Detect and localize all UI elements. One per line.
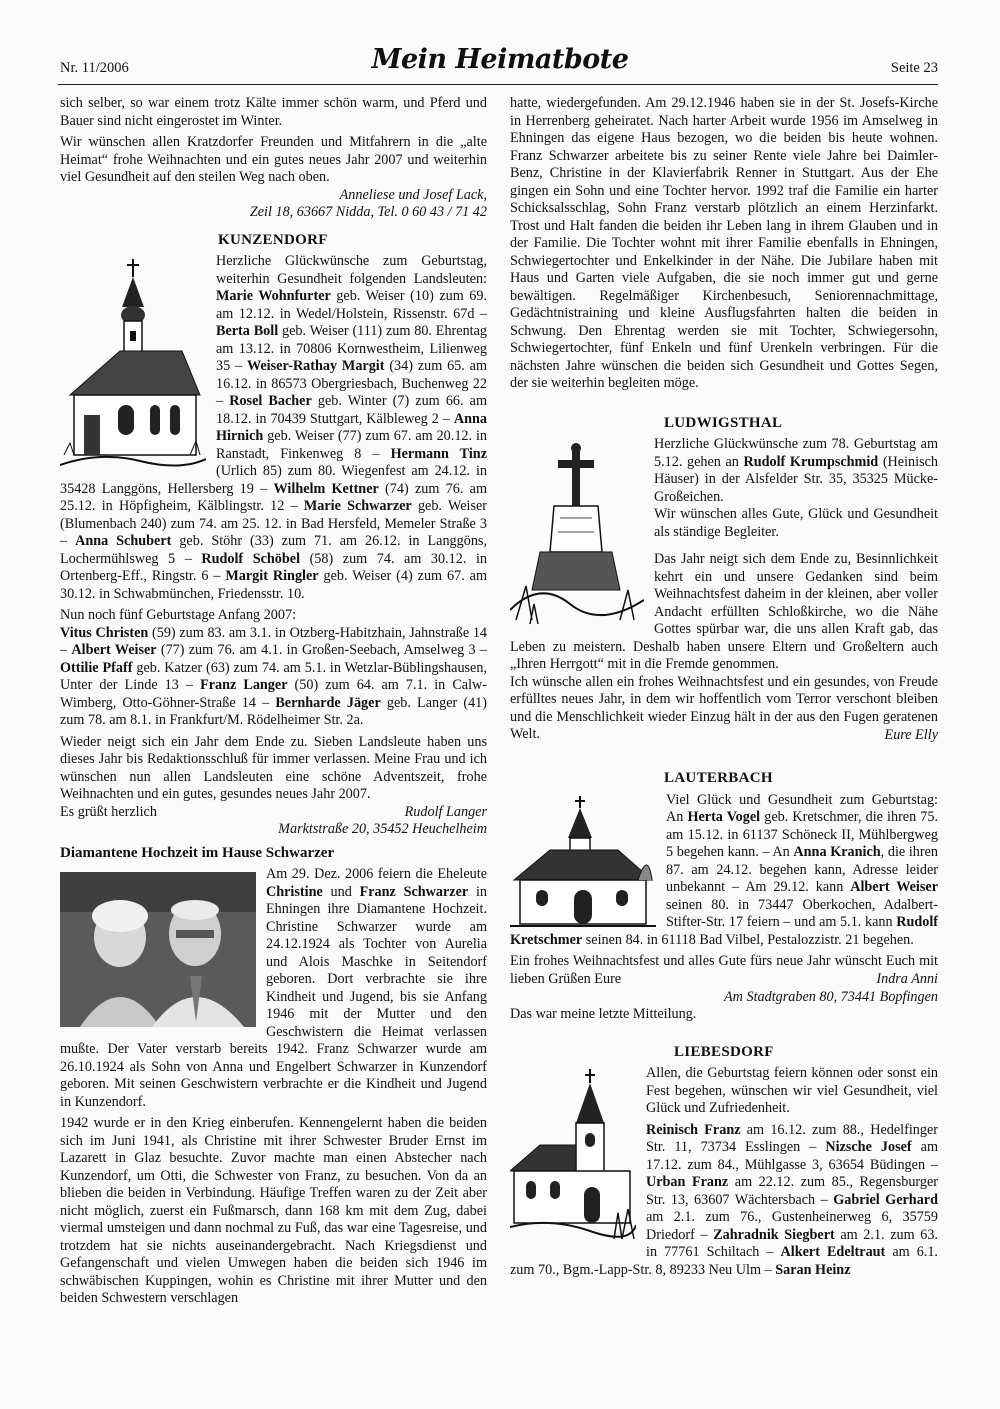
text-segment: Am 29. Dez. 2006 feiern die Eheleute — [266, 866, 487, 882]
liebesdorf-intro: Allen, die Geburtstag feiern können oder sonst ein Fest begehen, wünschen wir viel Gesundheit, viel Glück und Zufriedenheit. — [646, 1065, 938, 1116]
text-segment: (74) zum 76. am 25.12. in Höpfigheim, Kälblingstr. 12 – — [60, 480, 487, 514]
person-name: Anna Kranich — [793, 844, 881, 860]
lauterbach-title: LAUTERBACH — [664, 770, 773, 786]
text-segment: Herzliche Glückwünsche zum Geburtstag, weiterhin Gesundheit folgenden Landsleuten: — [216, 253, 487, 287]
hochzeit-title: Diamantene Hochzeit im Hause Schwarzer — [60, 844, 335, 861]
hochzeit-continuation: hatte, wiedergefunden. Am 29.12.1946 haben sie in der St. Josefs-Kirche in Herrenberg geheiratet. Nach harter Arbeit wurde 1956 im Amselweg in Ehningen das eigene Haus bezogen, wo die beiden bis heute wohnen. Franz Schwarzer arbeitete bis zu seiner Rente viele Jahre bei Daimler-Benz, Christine in der Klavierfabrik Renner in Stuttgart. Aus der Ehe gingen ein Sohn und eine Tochter hervor. 1992 traf die Familie ein harter Schicksalsschlag, Sohn Franz verstarb plötzlich an einem Herzinfarkt. Trost und Halt fanden die beiden ihr Leben lang in ihrem Glauben und in der Familie. Die Tochter wohnt mit ihrer Familie ebenfalls in Ehningen, Schwiegertochter und Enkelkinder in der Nähe. Die Jubilare haben mit Haus und Garten viele Aufgaben, die sie noch immer gut und gerne bewältigen. Regelmäßiger Kirchenbesuch, Seniorennachmittage, Gedächtnistraining und kleine Ausflugsfahrten halten die beiden in Schwung. Den Ehrentag werden sie mit Tochter, Schwiegersohn, Schwiegertochter, fünf Enkeln und fünf Urenkeln verbringen. Für die nächsten Jahre wünschen die beiden sich Gesundheit und Gottes Segen, der sie weiterhin begleiten möge. — [510, 95, 938, 391]
chapel-icon — [510, 794, 656, 930]
text-segment: seinen 84. in 61118 Bad Vilbel, Pestalozzistr. 21 begehen. — [582, 931, 914, 948]
cross-illustration-ludwigsthal — [510, 440, 644, 626]
person-name: Albert Weiser — [850, 879, 938, 895]
person-name: Franz Langer — [200, 677, 288, 693]
text-segment: (59) zum 83. am 3.1. in Otzberg-Habitzhain, Jahnstraße 14 – — [60, 624, 488, 658]
person-name: Berta Boll — [216, 323, 279, 339]
text-segment: am 6.1. zum 70., Bgm.-Lapp-Str. 8, 89233 Neu Ulm – — [510, 1244, 938, 1278]
greeting: Es grüßt herzlich — [60, 803, 157, 820]
person-name: Nizsche Josef — [825, 1139, 912, 1155]
masthead-logo: Mein Heimatbote — [371, 44, 629, 75]
kunzendorf-closing: Wieder neigt sich ein Jahr dem Ende zu. Sieben Landsleute haben uns dieses Jahr bis Redaktionsschluß für immer verlassen. Meine Frau und ich wünschen nun allen Landsleuten eine schöne Adventszeit, frohe Weihnachten und ein gutes, gesundes neues Jahr 2007. — [60, 733, 487, 802]
intro-signature-address: Zeil 18, 63667 Nidda, Tel. 0 60 43 / 71 42 — [249, 204, 487, 220]
person-name: Alkert Edeltraut — [780, 1244, 886, 1260]
text-segment: geb. Katzer (63) zum 74. am 5.1. in Wetzlar-Büblingshausen, Unter der Linde 13 – — [60, 659, 487, 693]
lauterbach-signature-address: Am Stadtgraben 80, 73441 Bopfingen — [724, 988, 938, 1005]
lauterbach-signature-name: Indra Anni — [876, 971, 938, 987]
kunzendorf-2007-intro: Nun noch fünf Geburtstage Anfang 2007: — [60, 607, 297, 623]
text-segment: und — [322, 883, 360, 900]
text-segment: (50) zum 64. am 7.1. in Calw-Wimberg, Otto-Göhner-Straße 14 – — [60, 677, 487, 711]
ludwigsthal-paragraph-4: Ich wünsche allen ein frohes Weihnachtsfest und ein gesundes, von Freude erfülltes neues Jahr, in dem wir hoffentlich vom Terror verschont bleiben und die Menschlichkeit wieder Einzug hält in der aus den Fugen geratenen Welt. — [510, 673, 938, 742]
kunzendorf-signature-name: Rudolf Langer — [404, 803, 487, 820]
couple-photo-image — [60, 872, 256, 1027]
chapel-illustration-lauterbach — [510, 794, 656, 930]
text-segment: geb. Winter (7) zum 66. am 18.12. in 70439 Stuttgart, Kälbleweg 2 – — [216, 393, 487, 427]
person-name: Weiser-Rathay Margit — [246, 358, 385, 374]
intro-signature-name: Anneliese und Josef Lack, — [339, 186, 487, 203]
kunzendorf-title: KUNZENDORF — [218, 231, 328, 248]
ludwigsthal-paragraph-3: Das Jahr neigt sich dem Ende zu, Besinnlichkeit kehrt ein und unsere Gedanken sind beim Weihnachtsfest daheim in der kleinen, aber voller Andacht erfüllten Schloßkirche, wo die Nähe Gottes spürbar war, die uns allen Kraft gab, das Leben zu meistern. Deshalb haben unsere Eltern und Großeltern auch „Ihren Herrgott“ mit in die Fremde genommen. — [510, 551, 938, 672]
text-segment: geb. Weiser (111) zum 80. Ehrentag am 13.12. in 70806 Kornwestheim, Lilienweg 35 – — [216, 323, 487, 374]
person-name: Rudolf Krumpschmid — [743, 453, 879, 470]
hochzeit-paragraph-2: 1942 wurde er in den Krieg einberufen. Kennengelernt haben die beiden sich im Juni 1941, als Christine mit ihrer Schwester Bruder Ernst im Lazarett in Glaz besuchte. Zuvor machte man einen Abstecher nach Kunzendorf, um Otti, die Schwester von Franz, zu besuchen. Von da an blieben die beiden in Verbindung. Häufige Treffen waren zu der Zeit aber nicht möglich, zuerst ein Fußmarsch, dann 168 km mit dem Zug, dabei viermal umsteigen und dann nochmal zu Fuß, das war eine Tagesreise, und trotzdem hat sie nichts auseinandergebracht. Nach Kriegsdienst und Gefangenschaft und vielen Umwegen haben die beiden sich 1946 im schwäbischen Kuppingen, wohin es Christine mit ihrer Mutter und den beiden Schwestern verschlagen — [60, 1115, 487, 1306]
text-segment: geb. Weiser (10) zum 69. am 12.12. in Wedel/Holstein, Rissenstr. 67d – — [216, 288, 487, 322]
kunzendorf-2007-birthdays — [60, 625, 487, 730]
text-segment: geb. Langer (41) zum 78. am 8.1. in Frankfurt/M. Rödelheimer Str. 2a. — [60, 694, 488, 728]
issue-number: Nr. 11/2006 — [60, 60, 129, 76]
church-icon — [60, 255, 206, 473]
person-name: Christine — [266, 883, 323, 900]
ludwigsthal-wish: Wir wünschen alles Gute, Glück und Gesundheit als ständige Begleiter. — [654, 506, 938, 540]
intro-paragraph-2: Wir wünschen allen Kratzdorfer Freunden und Mitfahrern in die „alte Heimat“ frohe Weihnachten und ein gutes neues Jahr 2007 und weiterhin viel Gesundheit auf den steilen Weg nach oben. — [60, 134, 487, 185]
text-segment: in Ehningen ihre Diamantene Hochzeit. Christine Schwarzer wurde am 24.12.1924 als Tochter von Aurelia und Alois Maschke in Seitendorf geboren. Dort verbrachte sie ihre Kindheit und Jugend, bis sie Anfang 1946 mit der Mutter und den Geschwistern die Heimat verlassen mußte. Der Vater verstarb bereits 1942. Franz Schwarzer wurde am 26.10.1924 als Sohn von Anna und Engelbert Schwarzer in Kunzendorf geboren. Mit seinen Geschwistern verbrachte er die Kindheit und Jugend in Kunzendorf. — [60, 883, 487, 1110]
text-segment: am 2.1. zum 63. in 77761 Schiltach – — [646, 1226, 938, 1260]
person-name: Anna Hirnich — [216, 410, 487, 444]
text-segment: am 22.12. zum 85., Regensburger Str. 13, 63607 Wächtersbach – — [646, 1174, 938, 1208]
text-segment: Herzliche Glückwünsche zum 78. Geburtstag am 5.12. gehen an — [654, 436, 938, 470]
text-segment: , die ihren 87. am 24.12. begehen kann, Adresse leider unbekannt – Am 29.12. kann — [666, 844, 938, 895]
person-name: Rudolf Schöbel — [201, 550, 301, 567]
text-segment: am 2.1. zum 76., Gustenheinerweg 6, 35759 Driedorf – — [646, 1209, 938, 1243]
ludwigsthal-title: LUDWIGSTHAL — [664, 414, 783, 431]
text-segment: Viel Glück und Gesundheit zum Geburtstag: An — [666, 791, 938, 825]
text-segment: (Urlich 85) zum 80. Wiegenfest am 24.12. in 35428 Langgöns, Hellersberg 19 – — [60, 463, 487, 497]
couple-photo — [60, 872, 256, 1027]
text-segment: (34) zum 65. am 16.12. in 86573 Obergriesbach, Buchenweg 22 – — [216, 358, 488, 409]
church-illustration-liebesdorf — [510, 1067, 636, 1243]
person-name: Vitus Christen — [60, 624, 149, 641]
liebesdorf-title: LIEBESDORF — [674, 1043, 774, 1060]
person-name: Wilhelm Kettner — [273, 480, 379, 497]
lauterbach-final-note: Das war meine letzte Mitteilung. — [510, 1006, 697, 1022]
kunzendorf-greeting-row — [60, 804, 487, 822]
person-name: Gabriel Gerhard — [833, 1191, 938, 1208]
text-segment: (77) zum 76. am 4.1. in Großen-Seebach, Amselweg 3 – — [156, 642, 487, 658]
person-name: Reinisch Franz — [646, 1121, 741, 1138]
text-segment: Ein frohes Weihnachtsfest und alles Gute fürs neue Jahr wünscht Euch mit lieben Grüßen Eure — [510, 953, 938, 987]
person-name: Rosel Bacher — [229, 393, 312, 409]
person-name: Margit Ringler — [225, 568, 319, 584]
right-column — [510, 95, 938, 1283]
person-name: Rudolf Kretschmer — [510, 914, 938, 948]
text-segment: seinen 80. in 73447 Oberkochen, Adalbert-Stifter-Str. 17 feiern – und am 5.1. kann — [666, 896, 938, 930]
person-name: Saran Heinz — [775, 1261, 851, 1278]
person-name: Albert Weiser — [71, 642, 157, 658]
person-name: Ottilie Pfaff — [60, 659, 133, 676]
text-segment: (58) zum 74. am 30.12. in Ortenberg-Eff., Ringstr. 6 – — [60, 550, 487, 584]
person-name: Anna Schubert — [75, 533, 172, 549]
text-segment: geb. Kretschmer, die ihren 75. am 15.12. in 61137 Schöneck II, Mühlbergweg 5 begehen kann. – An — [666, 809, 939, 860]
text-segment: geb. Weiser (4) zum 67. am 30.12. in Schwabmünchen, Friedensstr. 10. — [60, 568, 487, 602]
photo-frame — [60, 872, 256, 1027]
person-name: Franz Schwarzer — [359, 883, 469, 900]
person-name: Urban Franz — [646, 1174, 729, 1190]
page-number: Seite 23 — [890, 60, 938, 76]
person-name: Zahradnik Siegbert — [713, 1226, 835, 1243]
person-name: Marie Wohnfurter — [216, 288, 331, 304]
church-illustration-kunzendorf — [60, 255, 206, 473]
wayside-cross-icon — [510, 440, 644, 626]
village-church-icon — [510, 1067, 636, 1243]
left-column — [60, 95, 487, 1312]
intro-paragraph-1: sich selber, so war einem trotz Kälte immer schön warm, und Pferd und Bauer sind nicht eingerostet im Winter. — [60, 95, 487, 129]
person-name: Hermann Tinz — [390, 445, 487, 462]
text-segment: geb. Weiser (77) zum 67. am 20.12. in Ranstadt, Finkenweg 8 – — [216, 428, 487, 462]
text-segment: am 17.12. zum 84., Mühlgasse 3, 63654 Büdingen – — [646, 1139, 938, 1173]
person-name: Bernharde Jäger — [275, 694, 381, 711]
text-segment: (Heinisch Häuser) in der Alsfelder Str. 35, 35325 Mücke-Großeichen. — [654, 453, 938, 505]
text-segment: geb. Weiser (Blumenbach 240) zum 74. am 25. 12. in Bad Hersfeld, Memeler Straße 3 – — [60, 498, 487, 549]
ludwigsthal-signature: Eure Elly — [884, 726, 938, 743]
header-rule — [58, 84, 938, 85]
person-name: Herta Vogel — [687, 809, 761, 825]
kunzendorf-signature-address: Marktstraße 20, 35452 Heuchelheim — [278, 821, 487, 837]
text-segment: am 16.12. zum 88., Hedelfinger Str. 11, 73734 Esslingen – — [646, 1121, 938, 1155]
person-name: Marie Schwarzer — [303, 498, 412, 514]
text-segment: geb. Stöhr (33) zum 71. am 26.12. in Langgöns, Lochermühlsweg 5 – — [60, 533, 488, 567]
